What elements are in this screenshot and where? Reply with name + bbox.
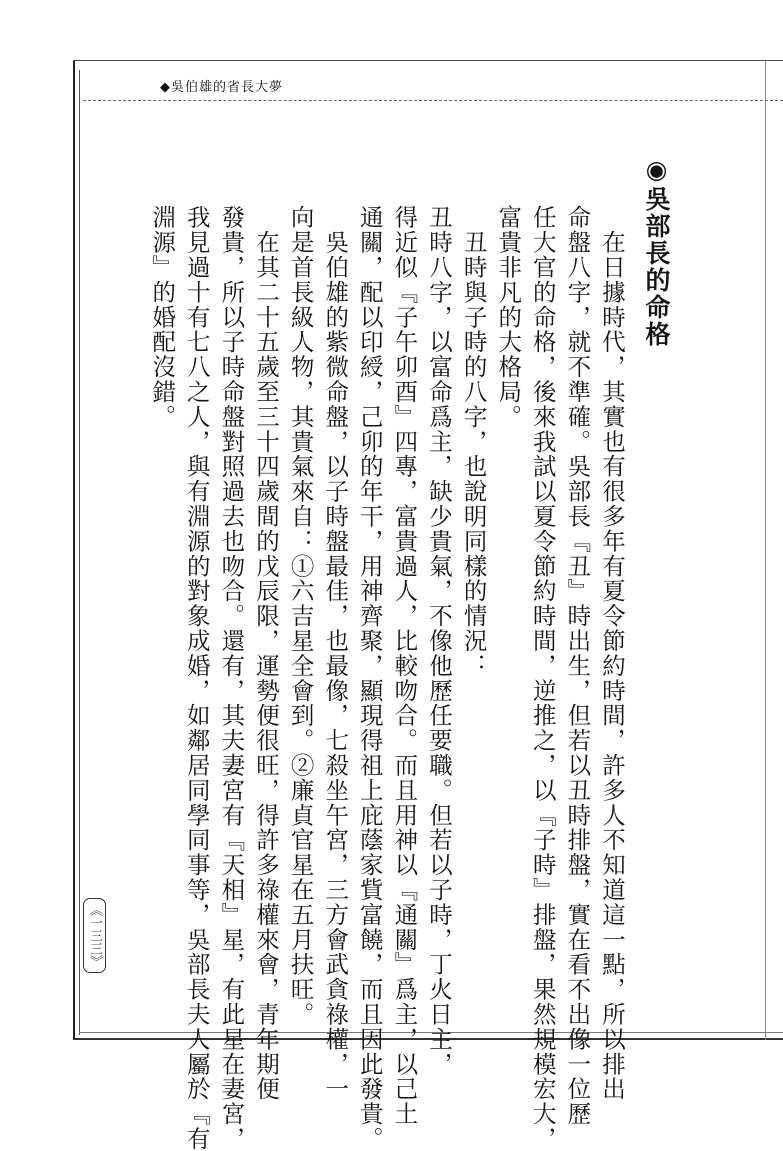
page-frame-top-rule (73, 60, 783, 61)
text-column: 發貴，所以子時命盤對照過去也吻合。還有，其夫妻宮有『天相』星，有此星在妻宮， (217, 205, 246, 1151)
text-column: 富貴非凡的大格局。 (494, 205, 523, 430)
running-head: ◆吳伯雄的省長大夢 (160, 80, 283, 95)
text-column: 在其二十五歲至三十四歲間的戊辰限，運勢便很旺，得許多祿權來會，青年期便 (252, 205, 280, 1102)
text-column: 在日據時代，其實也有很多年有夏令節約時間，許多人不知道這一點，所以排出 (598, 205, 626, 1102)
page-frame-inner-rule (79, 70, 80, 1035)
page-right-edge (765, 60, 766, 1040)
text-column: 丑時與子時的八字，也說明同樣的情況： (459, 205, 488, 679)
text-column: 得近似『子午卯酉』四專，富貴過人，比較吻合。而且用神以『通關』爲主，以己土 (390, 205, 419, 1127)
page-frame-left-rule (73, 60, 75, 1040)
running-head-rule (83, 100, 783, 101)
text-column: 我見過十有七八之人，與有淵源的對象成婚，如鄰居同學同事等，吳部長夫人屬於『有 (182, 205, 211, 1151)
text-column: 淵源』的婚配沒錯。 (148, 205, 177, 430)
text-column: 通關，配以印綬，己卯的年干，用神齊聚，顯現得祖上庇蔭家貲富饒，而且因此發貴。 (355, 205, 384, 1151)
text-column: 命盤八字，就不準確。吳部長『丑』時出生，但若以丑時排盤，實在看不出像一位歷 (563, 205, 592, 1127)
text-column: 丑時八字，以富命爲主，缺少貴氣，不像他歷任要職。但若以子時，丁火日主， (425, 205, 453, 1077)
page-number: 《一三三》 (83, 898, 106, 973)
text-column: 任大官的命格，後來我試以夏令節約時間，逆推之，以『子時』排盤，果然規模宏大， (528, 205, 557, 1151)
text-column: 向是首長級人物，其貴氣來自：①六吉星全會到。②廉貞官星在五月扶旺。 (286, 205, 315, 1027)
text-column: 吳伯雄的紫微命盤，以子時盤最佳，也最像，七殺坐午宮，三方會武貪祿權，一 (321, 205, 350, 1102)
section-heading: ◉吳部長的命格 (642, 155, 671, 348)
